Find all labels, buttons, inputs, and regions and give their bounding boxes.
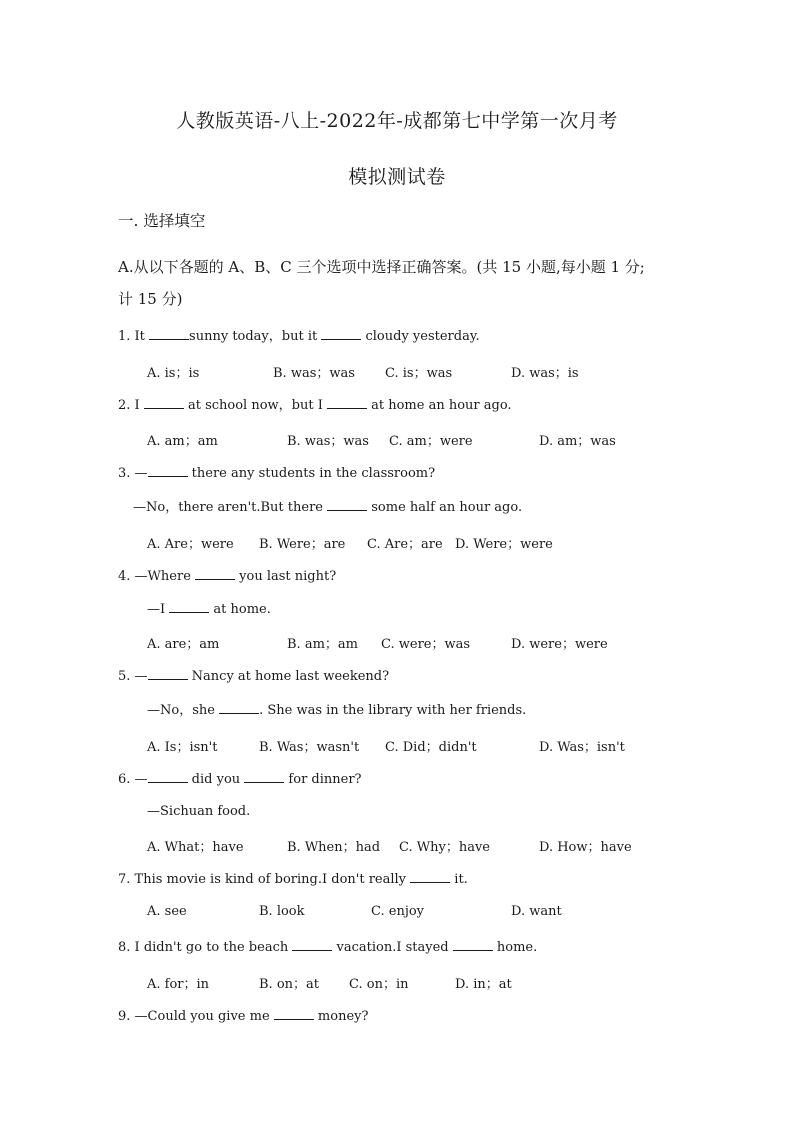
- question-text: vacation.I stayed: [332, 940, 453, 955]
- question-number: 5.: [118, 669, 135, 684]
- answer-blank: [148, 770, 188, 783]
- answer-option: C. Are；are: [367, 537, 443, 552]
- question-number: 2.: [118, 398, 135, 413]
- question-text: home.: [492, 940, 538, 955]
- answer-option: C. am；were: [389, 434, 473, 449]
- answer-option: B. was；was: [287, 434, 369, 449]
- question-stem: [118, 938, 537, 957]
- question-text: you last night?: [235, 569, 337, 584]
- question-reply: [147, 600, 271, 619]
- question-text: This movie is kind of boring.I don't really: [134, 872, 411, 887]
- question-text: at home.: [209, 602, 271, 617]
- question-number: 3.: [118, 466, 135, 481]
- question-text: at home an hour ago.: [366, 398, 512, 413]
- instruction-line-1: A.从以下各题的 A、B、C 三个选项中选择正确答案。(共 15 小题,每小题 1 分;: [118, 258, 645, 276]
- answer-option: D. in；at: [455, 977, 512, 992]
- answer-blank: [327, 396, 367, 409]
- answer-option: C. Did；didn't: [385, 740, 477, 755]
- answer-option: B. When；had: [287, 840, 381, 855]
- answer-blank: [321, 327, 361, 340]
- answer-option: A. see: [147, 904, 187, 919]
- question-number: 7.: [118, 872, 135, 887]
- question-number: 9.: [118, 1009, 135, 1024]
- question-stem: [118, 1007, 368, 1026]
- answer-option: C. is；was: [385, 366, 453, 381]
- exam-subtitle: 模拟测试卷: [348, 166, 446, 188]
- question-reply: [147, 701, 526, 720]
- answer-option: D. was；is: [511, 366, 579, 381]
- question-text: It: [134, 329, 150, 344]
- question-number: 8.: [118, 940, 135, 955]
- answer-option: C. enjoy: [371, 904, 425, 919]
- question-stem: [118, 464, 435, 483]
- answer-option: D. Was；isn't: [539, 740, 625, 755]
- question-text: —Could you give me: [134, 1009, 274, 1024]
- answer-option: A. am；am: [147, 434, 218, 449]
- question-stem: [118, 327, 480, 346]
- question-stem: [118, 870, 468, 889]
- answer-option: B. am；am: [287, 637, 358, 652]
- answer-option: B. look: [259, 904, 305, 919]
- answer-option: A. Is；isn't: [147, 740, 218, 755]
- answer-option: D. Were；were: [455, 537, 553, 552]
- question-text: —Where: [134, 569, 196, 584]
- answer-blank: [274, 1007, 314, 1020]
- question-text: sunny today，but it: [189, 329, 322, 344]
- question-stem: [118, 396, 512, 415]
- answer-blank: [327, 498, 367, 511]
- answer-option: B. Was；wasn't: [259, 740, 360, 755]
- question-number: 6.: [118, 772, 135, 787]
- question-number: 1.: [118, 329, 135, 344]
- question-text: some half an hour ago.: [367, 500, 523, 515]
- answer-blank: [148, 464, 188, 477]
- section-heading: 一. 选择填空: [118, 212, 206, 230]
- answer-option: A. is；is: [147, 366, 200, 381]
- answer-option: D. How；have: [539, 840, 632, 855]
- question-text: —I: [147, 602, 170, 617]
- answer-blank: [149, 327, 189, 340]
- question-text: —: [134, 466, 148, 481]
- answer-option: A. Are；were: [147, 537, 234, 552]
- question-stem: [118, 667, 389, 686]
- question-reply: [133, 498, 522, 517]
- question-text: there any students in the classroom?: [187, 466, 436, 481]
- question-text: did you: [187, 772, 245, 787]
- question-stem: [118, 770, 362, 789]
- question-text: —No，there aren't.But there: [133, 500, 328, 515]
- instruction-line-2: 计 15 分): [118, 290, 183, 308]
- answer-option: A. What；have: [147, 840, 244, 855]
- question-text: —: [134, 772, 148, 787]
- question-text: —No，she: [147, 703, 220, 718]
- question-text: I didn't go to the beach: [134, 940, 293, 955]
- exam-title: 人教版英语-八上-2022年-成都第七中学第一次月考: [176, 110, 618, 132]
- answer-option: D. want: [511, 904, 562, 919]
- answer-blank: [410, 870, 450, 883]
- question-text: money?: [313, 1009, 369, 1024]
- answer-option: C. Why；have: [399, 840, 490, 855]
- answer-option: B. Were；are: [259, 537, 346, 552]
- answer-blank: [148, 667, 188, 680]
- question-text: —Sichuan food.: [147, 804, 251, 819]
- question-text: —: [134, 669, 148, 684]
- question-text: it.: [450, 872, 468, 887]
- answer-blank: [144, 396, 184, 409]
- answer-option: B. was；was: [273, 366, 355, 381]
- answer-blank: [195, 567, 235, 580]
- answer-option: D. am；was: [539, 434, 616, 449]
- answer-option: D. were；were: [511, 637, 608, 652]
- question-text: Nancy at home last weekend?: [187, 669, 390, 684]
- answer-blank: [169, 600, 209, 613]
- question-text: I: [134, 398, 144, 413]
- answer-option: B. on；at: [259, 977, 319, 992]
- question-text: . She was in the library with her friends.: [259, 703, 527, 718]
- answer-option: C. were；was: [381, 637, 471, 652]
- question-number: 4.: [118, 569, 135, 584]
- question-reply: [147, 803, 250, 821]
- answer-blank: [219, 701, 259, 714]
- question-stem: [118, 567, 336, 586]
- answer-blank: [244, 770, 284, 783]
- answer-option: A. for；in: [147, 977, 210, 992]
- question-text: cloudy yesterday.: [361, 329, 480, 344]
- answer-blank: [453, 938, 493, 951]
- question-text: at school now，but I: [183, 398, 327, 413]
- answer-option: C. on；in: [349, 977, 409, 992]
- answer-blank: [292, 938, 332, 951]
- answer-option: A. are；am: [147, 637, 220, 652]
- question-text: for dinner?: [284, 772, 362, 787]
